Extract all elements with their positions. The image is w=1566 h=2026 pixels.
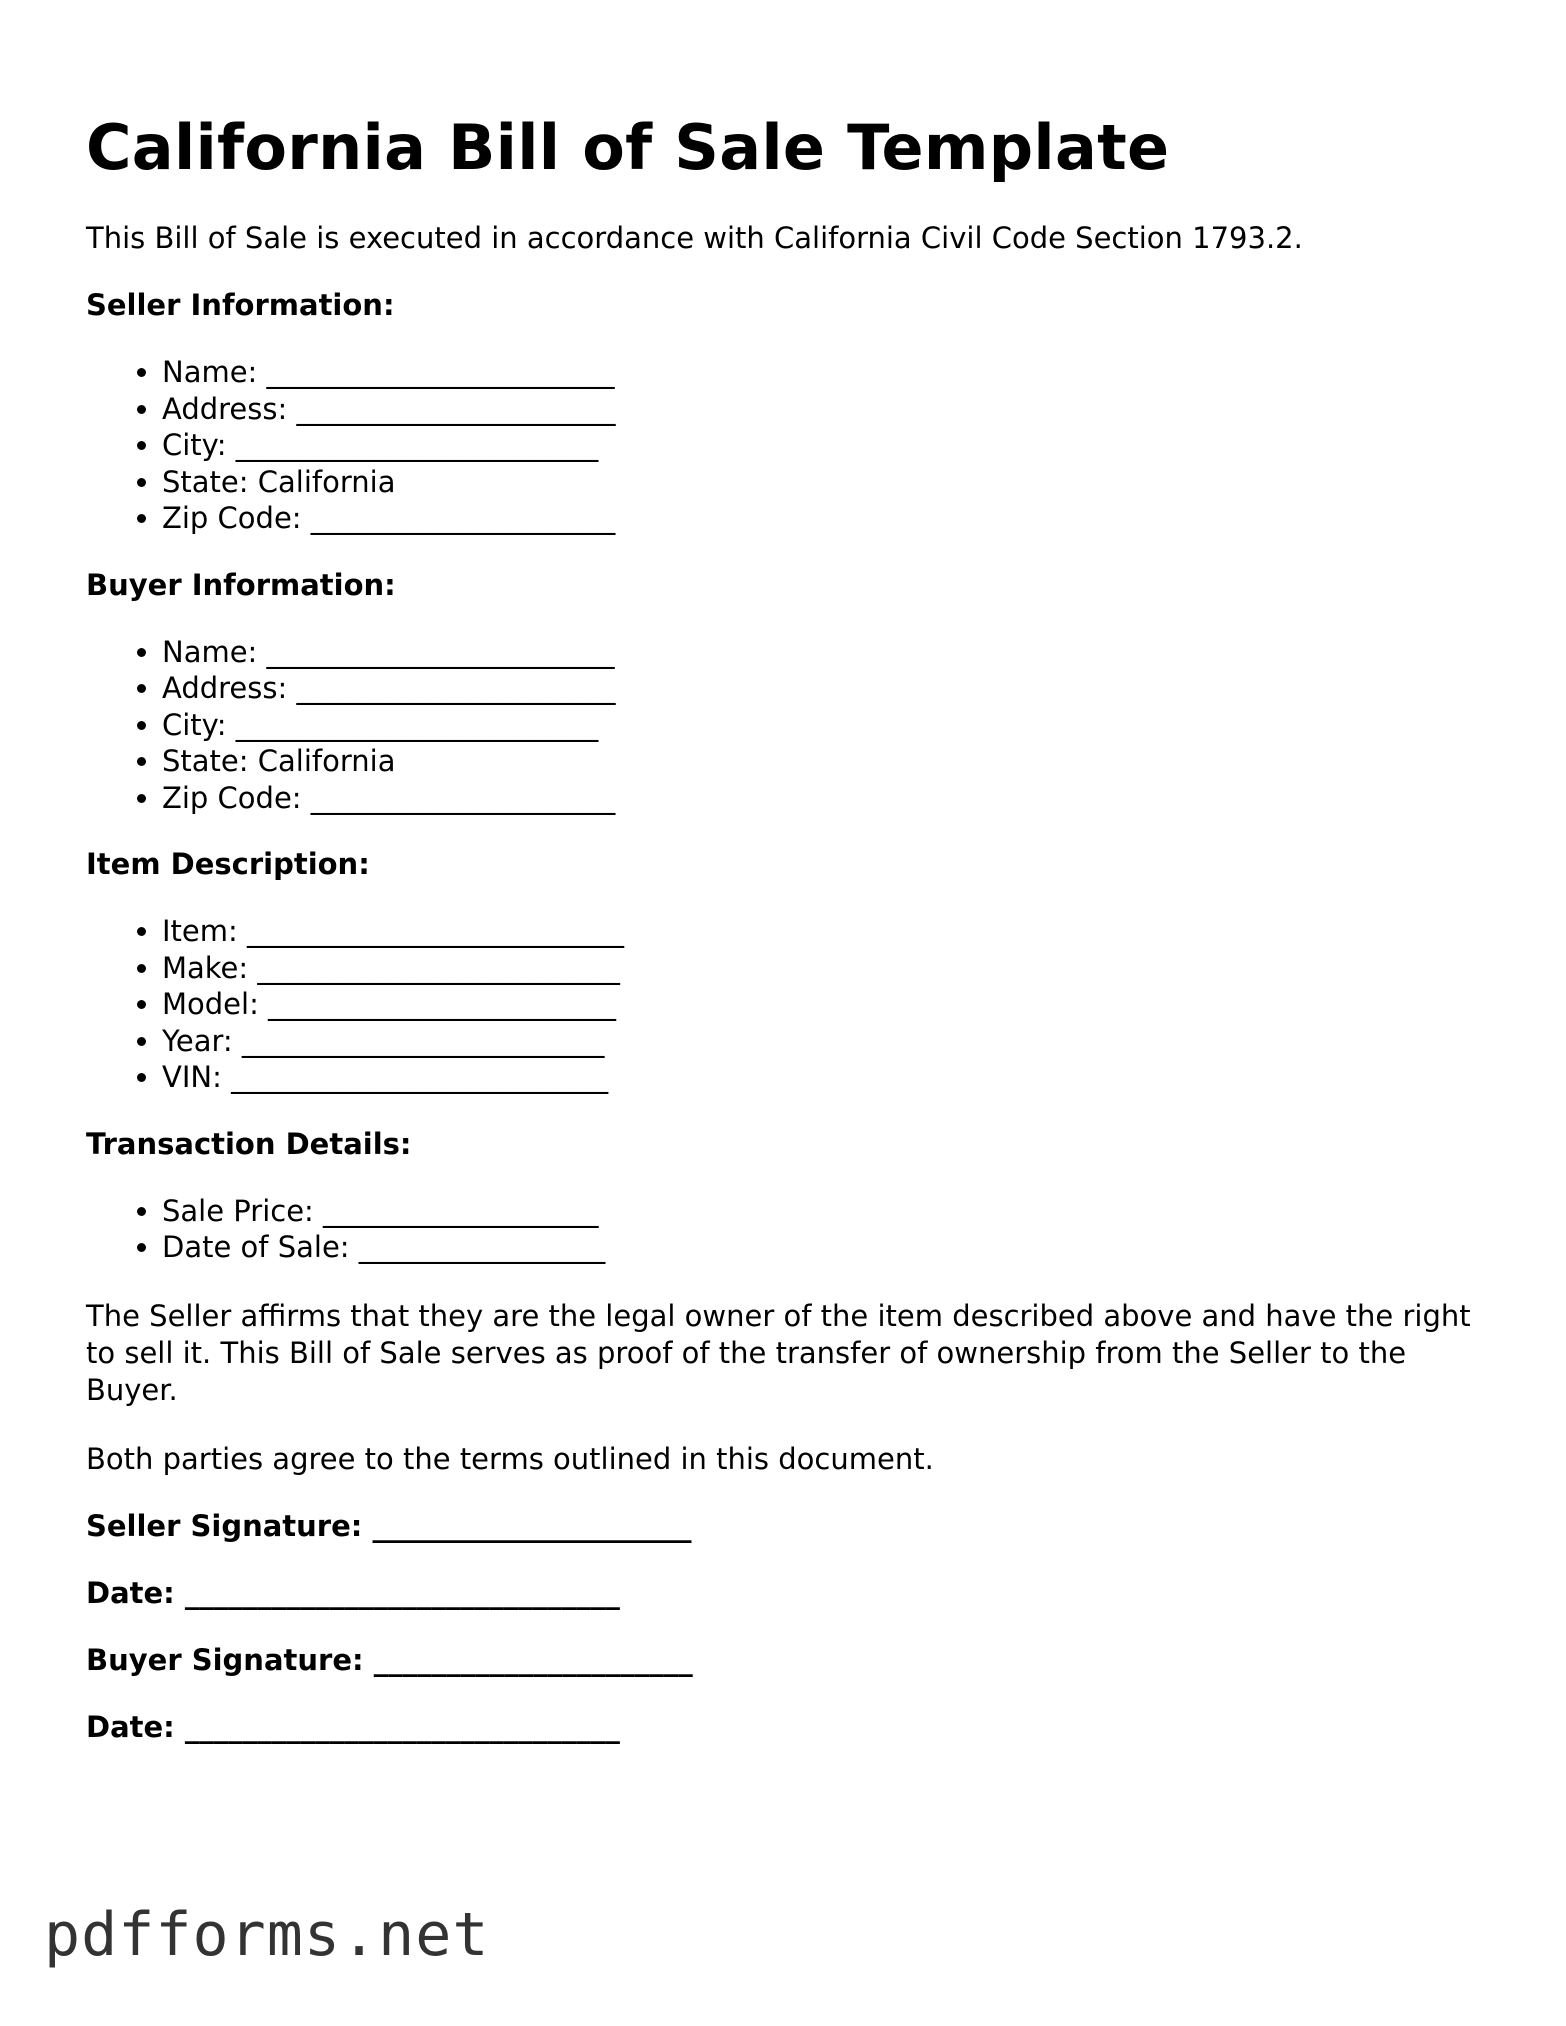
transaction-list	[86, 1193, 1486, 1266]
make-field[interactable]: • Make: _________________________	[162, 950, 1486, 987]
buyer-city-field[interactable]: • City: _________________________	[162, 707, 1486, 744]
document-page	[86, 108, 1486, 1746]
seller-name-field[interactable]: • Name: ________________________	[162, 354, 1486, 391]
buyer-date-field[interactable]: Date: ______________________________	[86, 1709, 620, 1744]
date-of-sale-field[interactable]: • Date of Sale: _________________	[162, 1229, 1486, 1266]
buyer-list	[86, 634, 1486, 817]
watermark-logo: pdfforms.net	[44, 1900, 490, 1970]
intro-paragraph: This Bill of Sale is executed in accordance with California Civil Code Section 1793.2.	[86, 221, 1303, 255]
agreement-paragraph: Both parties agree to the terms outlined in this document.	[86, 1441, 934, 1476]
seller-address-field[interactable]: • Address: ______________________	[162, 391, 1486, 428]
seller-date-field[interactable]: Date: ______________________________	[86, 1575, 620, 1610]
vin-field[interactable]: • VIN: __________________________	[162, 1059, 1486, 1096]
item-field[interactable]: • Item: __________________________	[162, 913, 1486, 950]
buyer-address-field[interactable]: • Address: ______________________	[162, 670, 1486, 707]
buyer-heading: Buyer Information:	[86, 567, 396, 602]
page-title: California Bill of Sale Template	[86, 111, 1170, 184]
buyer-signature-field[interactable]: Buyer Signature: ______________________	[86, 1642, 693, 1677]
year-field[interactable]: • Year: _________________________	[162, 1023, 1486, 1060]
transaction-heading: Transaction Details:	[86, 1126, 412, 1161]
item-heading: Item Description:	[86, 847, 370, 881]
seller-signature-field[interactable]: Seller Signature: ______________________	[86, 1508, 692, 1543]
sale-price-field[interactable]: • Sale Price: ___________________	[162, 1193, 1486, 1230]
seller-zip-field[interactable]: • Zip Code: _____________________	[162, 500, 1486, 537]
seller-heading: Seller Information:	[86, 288, 395, 322]
seller-state-field: • State: California	[162, 464, 1486, 501]
buyer-state-field: • State: California	[162, 743, 1486, 780]
affirmation-paragraph: The Seller affirms that they are the legal owner of the item described above and have the right to sell it. This Bill of Sale serves as proof of the transfer of ownership from the Seller to the Buyer.	[86, 1298, 1471, 1407]
item-list	[86, 913, 1486, 1096]
seller-city-field[interactable]: • City: _________________________	[162, 427, 1486, 464]
model-field[interactable]: • Model: ________________________	[162, 986, 1486, 1023]
buyer-zip-field[interactable]: • Zip Code: _____________________	[162, 780, 1486, 817]
seller-list	[86, 354, 1486, 537]
buyer-name-field[interactable]: • Name: ________________________	[162, 634, 1486, 671]
